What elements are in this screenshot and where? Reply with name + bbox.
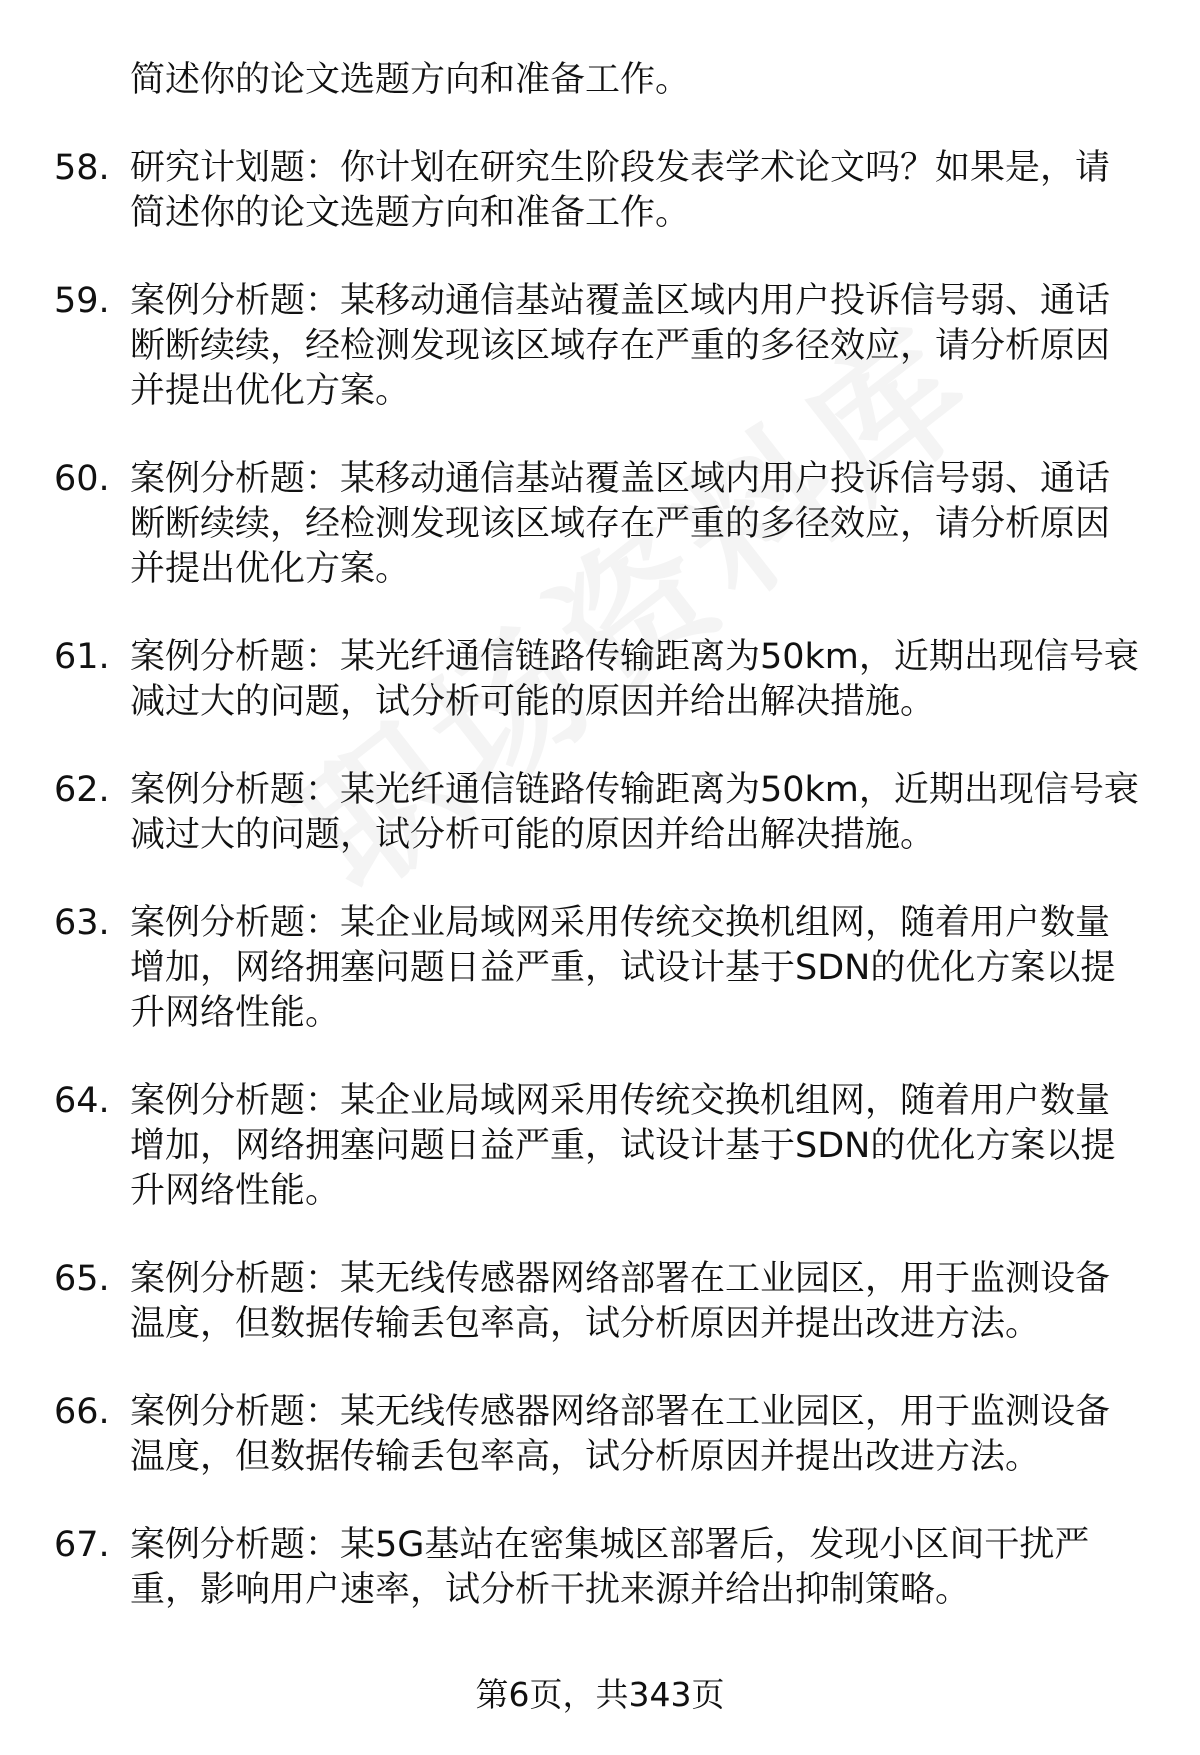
question-text: 案例分析题：某光纤通信链路传输距离为50km，近期出现信号衰减过大的问题，试分析可能的原因并给出解决措施。 — [130, 770, 1139, 855]
question-item — [0, 1079, 1140, 1214]
question-text: 案例分析题：某移动通信基站覆盖区域内用户投诉信号弱、通话断断续续，经检测发现该区域存在严重的多径效应，请分析原因并提出优化方案。 — [130, 281, 1111, 411]
question-number: 58. — [54, 148, 110, 188]
question-text: 案例分析题：某5G基站在密集城区部署后，发现小区间干扰严重，影响用户速率，试分析干扰来源并给出抑制策略。 — [130, 1525, 1090, 1610]
page-number: 第6页，共343页 — [475, 1675, 725, 1714]
question-item — [0, 1390, 1140, 1480]
question-text: 案例分析题：某无线传感器网络部署在工业园区，用于监测设备温度，但数据传输丢包率高，试分析原因并提出改进方法。 — [130, 1259, 1111, 1344]
question-item — [0, 768, 1140, 858]
question-item — [0, 1523, 1140, 1613]
question-number: 62. — [54, 770, 110, 810]
question-item — [0, 635, 1140, 725]
question-text: 案例分析题：某企业局域网采用传统交换机组网，随着用户数量增加，网络拥塞问题日益严重，试设计基于SDN的优化方案以提升网络性能。 — [130, 903, 1116, 1033]
question-text: 研究计划题：你计划在研究生阶段发表学术论文吗？如果是，请简述你的论文选题方向和准备工作。 — [130, 148, 1111, 233]
question-number: 65. — [54, 1259, 110, 1299]
question-item — [0, 1257, 1140, 1347]
question-number: 63. — [54, 903, 110, 943]
question-text: 案例分析题：某无线传感器网络部署在工业园区，用于监测设备温度，但数据传输丢包率高，试分析原因并提出改进方法。 — [130, 1392, 1111, 1477]
question-text: 案例分析题：某企业局域网采用传统交换机组网，随着用户数量增加，网络拥塞问题日益严重，试设计基于SDN的优化方案以提升网络性能。 — [130, 1081, 1116, 1211]
question-item — [0, 279, 1140, 414]
question-number: 64. — [54, 1081, 110, 1121]
question-item — [0, 457, 1140, 592]
question-item — [0, 146, 1140, 236]
question-text: 案例分析题：某光纤通信链路传输距离为50km，近期出现信号衰减过大的问题，试分析可能的原因并给出解决措施。 — [130, 637, 1139, 722]
question-number: 66. — [54, 1392, 110, 1432]
question-text: 案例分析题：某移动通信基站覆盖区域内用户投诉信号弱、通话断断续续，经检测发现该区域存在严重的多径效应，请分析原因并提出优化方案。 — [130, 459, 1111, 589]
continued-text: 简述你的论文选题方向和准备工作。 — [130, 60, 691, 100]
question-number: 59. — [54, 281, 110, 321]
question-item — [0, 901, 1140, 1036]
question-number: 60. — [54, 459, 110, 499]
question-number: 67. — [54, 1525, 110, 1565]
question-list — [0, 58, 1200, 1613]
question-number: 61. — [54, 637, 110, 677]
